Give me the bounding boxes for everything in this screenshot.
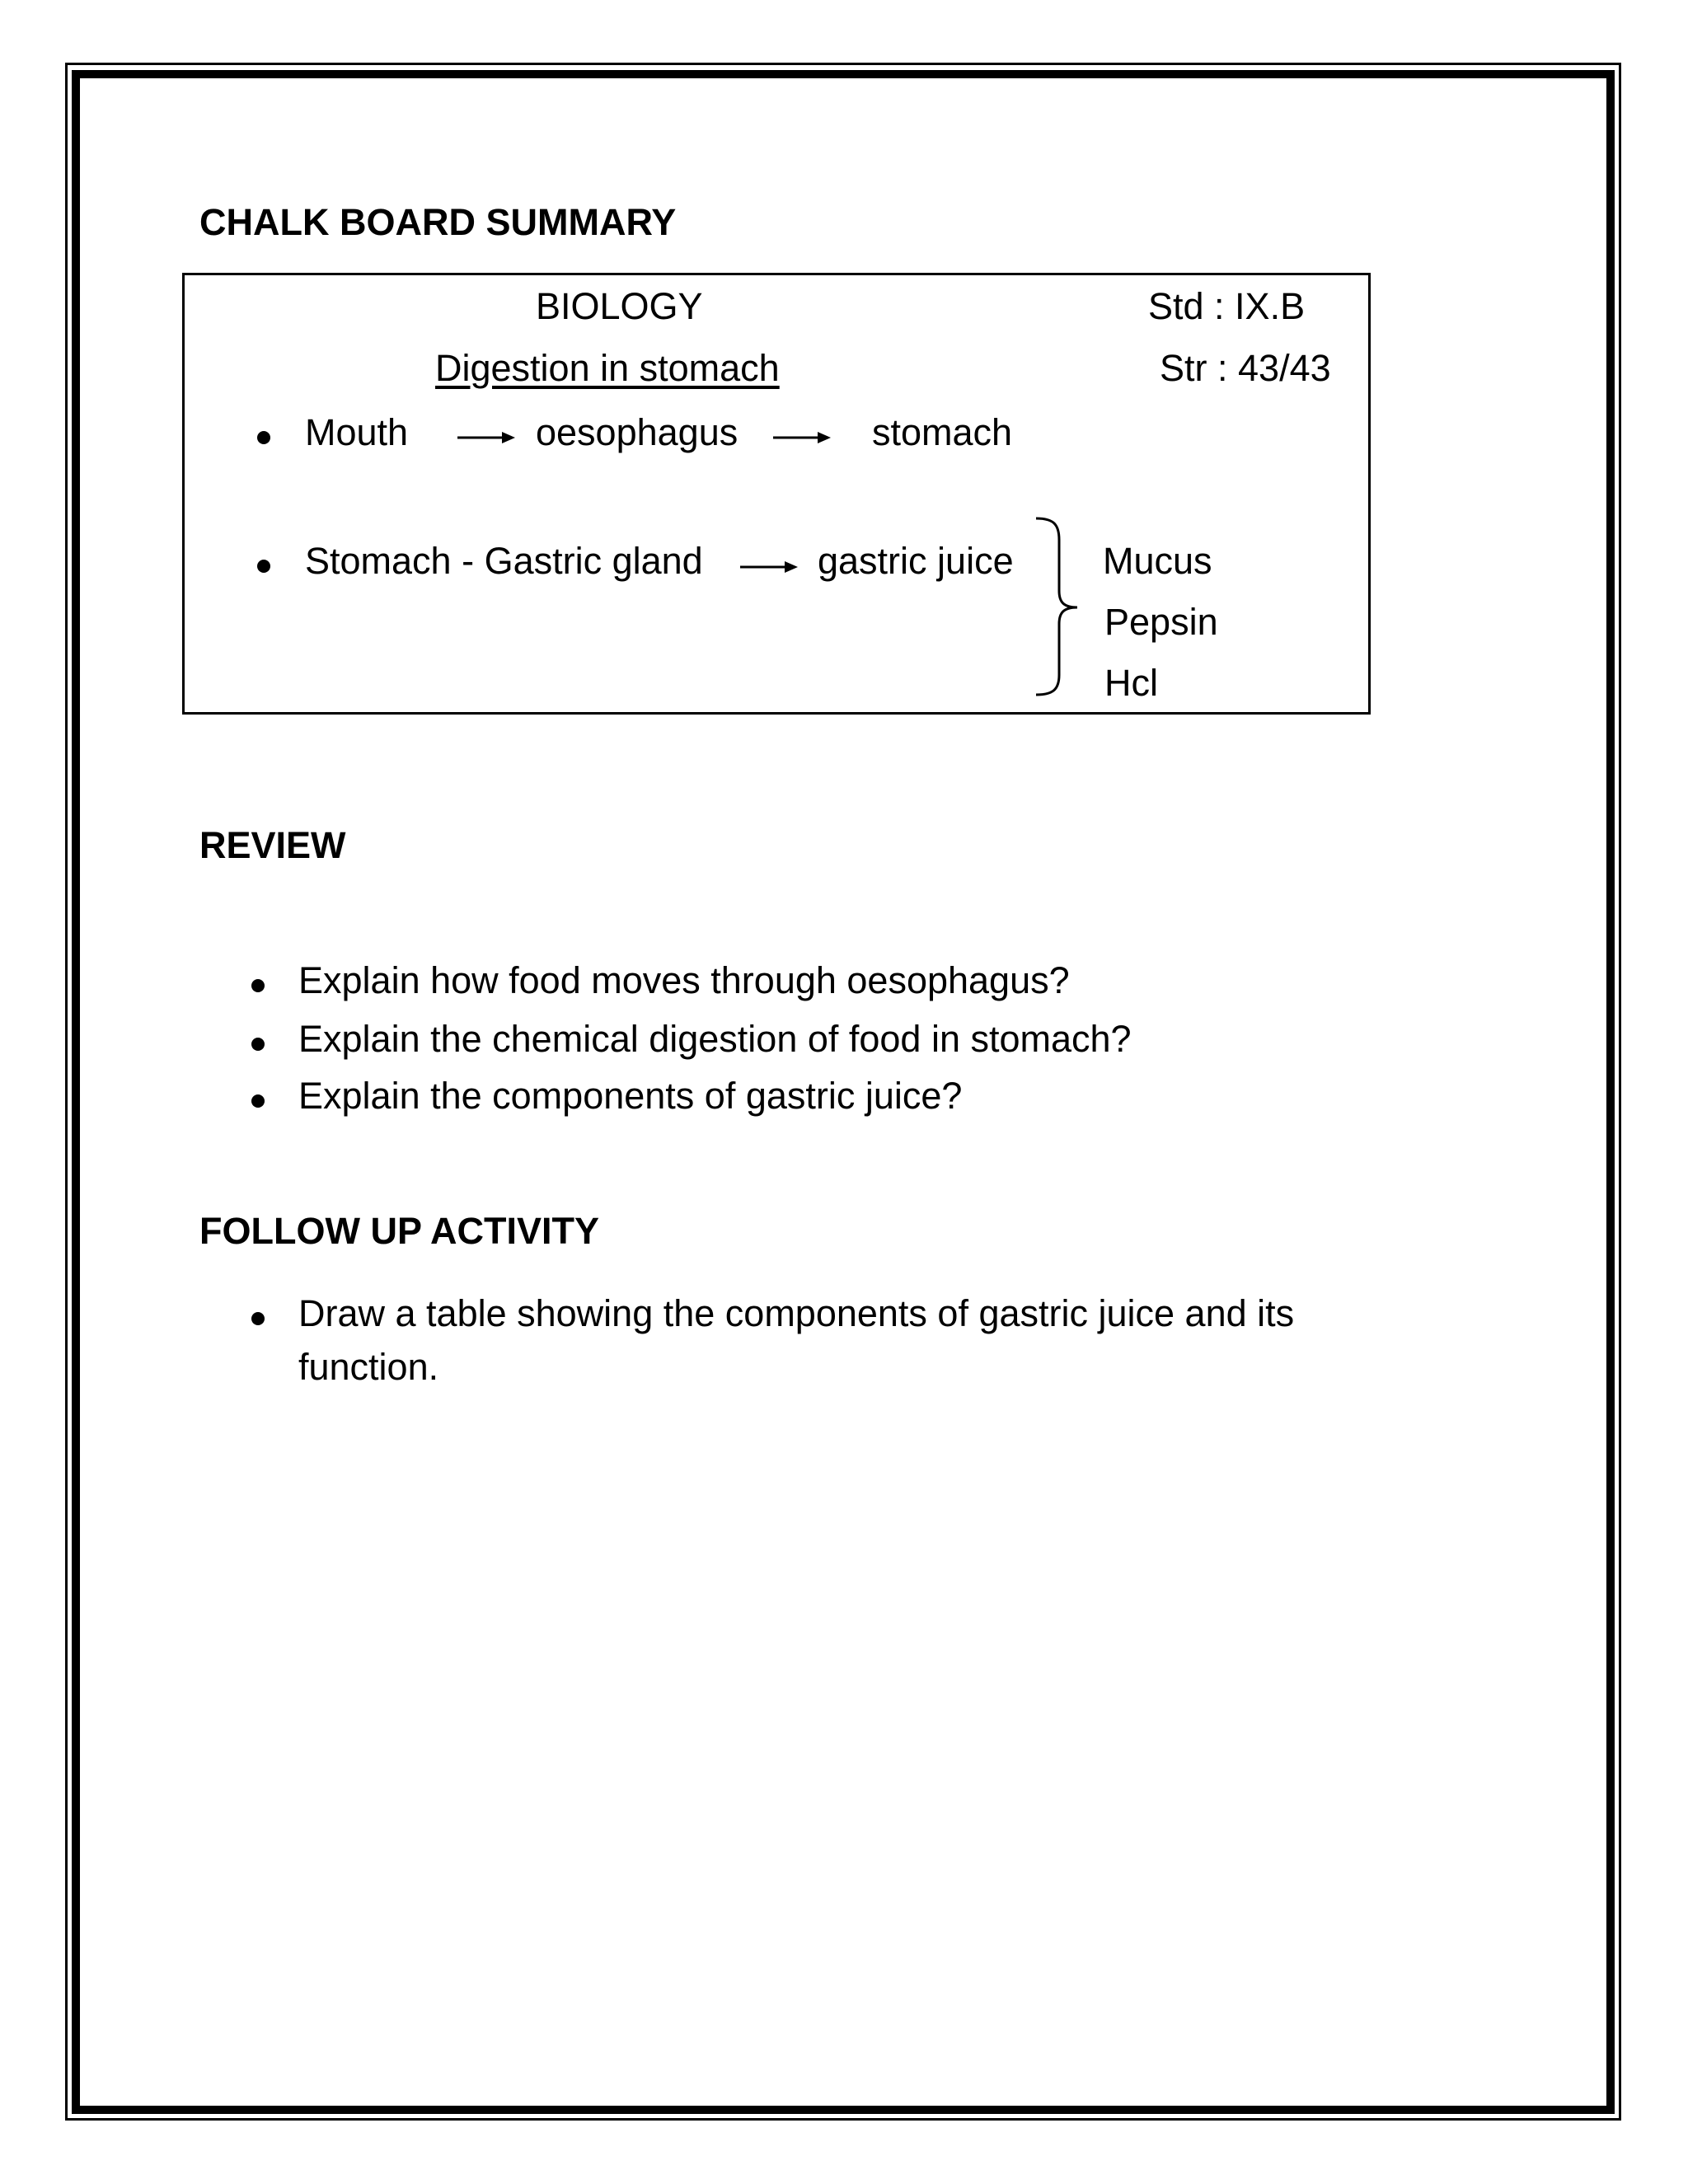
flow-stomach: stomach [872,411,1013,453]
component-pepsin: Pepsin [1104,601,1218,643]
component-mucus: Mucus [1103,540,1212,582]
bullet-icon [257,431,270,444]
review-heading: REVIEW [199,824,346,866]
component-hcl: Hcl [1104,662,1158,704]
chalkboard-summary-box [182,273,1371,715]
chalkboard-heading: CHALK BOARD SUMMARY [199,201,677,243]
std-label: Std : IX.B [1148,285,1306,327]
bullet-icon [251,1094,265,1108]
curly-brace-icon [1034,515,1084,696]
strength-label: Str : 43/43 [1160,347,1331,389]
follow-up-heading: FOLLOW UP ACTIVITY [199,1210,599,1252]
flow-gastric-gland: Stomach - Gastric gland [305,540,703,582]
arrow-right-icon [457,429,515,446]
bullet-icon [257,560,270,573]
follow-up-item-line1: Draw a table showing the components of gastric juice and its [298,1292,1295,1334]
review-question: Explain the chemical digestion of food in stomach? [298,1018,1132,1060]
flow-oesophagus: oesophagus [536,411,738,453]
follow-up-item-line2: function. [298,1346,439,1388]
bullet-icon [251,979,265,992]
bullet-icon [251,1312,265,1325]
flow-mouth: Mouth [305,411,409,453]
arrow-right-icon [773,429,831,446]
subject-label: BIOLOGY [536,285,703,327]
arrow-right-icon [740,559,798,575]
bullet-icon [251,1038,265,1051]
review-question: Explain how food moves through oesophagus? [298,959,1070,1001]
review-question: Explain the components of gastric juice? [298,1075,963,1117]
topic-title: Digestion in stomach [435,347,780,389]
flow-gastric-juice: gastric juice [818,540,1014,582]
